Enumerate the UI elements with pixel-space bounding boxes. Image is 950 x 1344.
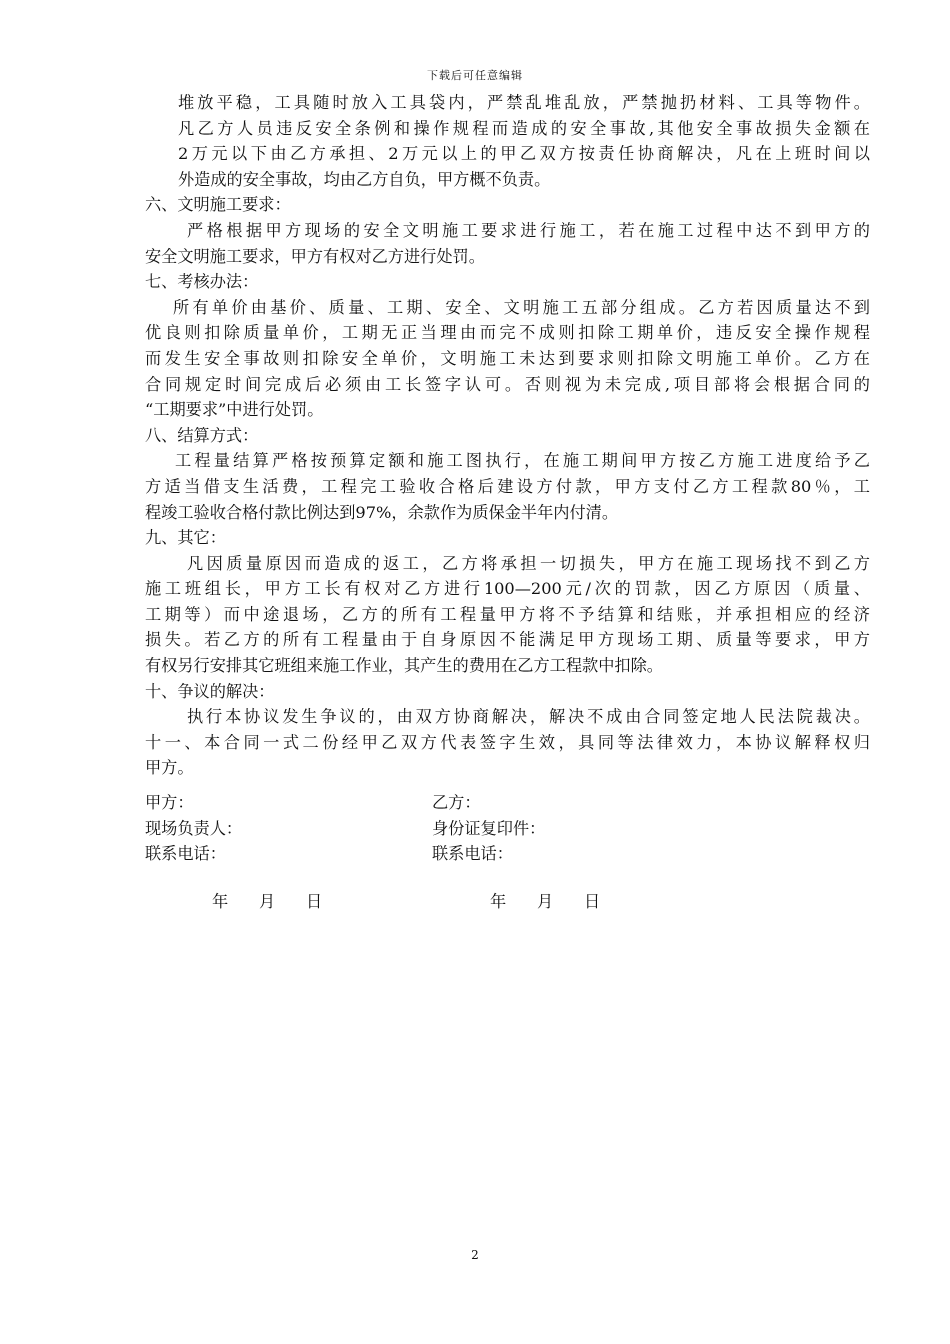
body-line: 工期等）而中途退场，乙方的所有工程量甲方将不予结算和结账，并承担相应的经济 [145,604,870,624]
body-line: 有权另行安排其它班组来施工作业，其产生的费用在乙方工程款中扣除。 [145,656,663,676]
body-line: 所有单价由基价、质量、工期、安全、文明施工五部分组成。乙方若因质量达不到 [173,297,870,317]
date-a [212,888,353,912]
year-label: 年 [490,892,507,911]
body-line: 合同规定时间完成后必须由工长签字认可。否则视为未完成,项目部将会根据合同的 [145,374,870,394]
phone-a-label: 联系电话： [145,844,226,864]
body-line: 损失。若乙方的所有工程量由于自身原因不能满足甲方现场工期、质量等要求，甲方 [145,630,870,650]
signature-block [145,790,870,867]
month-label: 月 [259,892,276,911]
body-line: 外造成的安全事故，均由乙方自负，甲方概不负责。 [178,169,551,189]
body-line: 凡因质量原因而造成的返工，乙方将承担一切损失，甲方在施工现场找不到乙方 [187,553,870,573]
body-line: 十、争议的解决： [145,681,275,701]
day-label: 日 [584,892,601,911]
body-line: 凡乙方人员违反安全条例和操作规程而造成的安全事故,其他安全事故损失金额在 [178,118,870,138]
body-line: 十一、本合同一式二份经甲乙双方代表签字生效，具同等法律效力，本协议解释权归 [145,732,870,752]
body-line: 六、文明施工要求： [145,195,291,215]
page-header: 下载后可任意编辑 [427,69,523,82]
body-line: “工期要求”中进行处罚。 [145,400,324,420]
body-line: 执行本协议发生争议的，由双方协商解决，解决不成由合同签定地人民法院裁决。 [187,707,870,727]
body-line: 堆放平稳，工具随时放入工具袋内，严禁乱堆乱放，严禁抛扔材料、工具等物件。 [178,93,870,112]
body-line: 九、其它： [145,528,226,548]
body-line: 工程量结算严格按预算定额和施工图执行，在施工期间甲方按乙方施工进度给予乙 [175,451,870,471]
party-a-label: 甲方： [145,793,194,812]
page-number: 2 [471,1248,479,1262]
body-line: 2万元以下由乙方承担、2万元以上的甲乙双方按责任协商解决，凡在上班时间以 [178,144,870,164]
year-label: 年 [212,892,229,911]
contract-body [145,90,870,781]
month-label: 月 [537,892,554,911]
body-line: 七、考核办法： [145,272,259,292]
body-line: 甲方。 [145,758,194,778]
body-line: 八、结算方式： [145,425,259,445]
day-label: 日 [306,892,323,911]
phone-b-label: 联系电话： [432,844,513,864]
body-line: 严格根据甲方现场的安全文明施工要求进行施工，若在施工过程中达不到甲方的 [187,220,870,240]
body-line: 安全文明施工要求，甲方有权对乙方进行处罚。 [145,246,485,266]
id-copy-label: 身份证复印件： [432,818,546,838]
body-line: 优良则扣除质量单价，工期无正当理由而完不成则扣除工期单价，违反安全操作规程 [145,323,870,343]
body-line: 而发生安全事故则扣除安全单价，文明施工未达到要求则扣除文明施工单价。乙方在 [145,348,870,368]
body-line: 程竣工验收合格付款比例达到97%，余款作为质保金半年内付清。 [145,502,619,522]
date-b [490,888,631,912]
body-line: 施工班组长，甲方工长有权对乙方进行100—200元/次的罚款，因乙方原因（质量、 [145,579,870,599]
party-b-label: 乙方： [432,793,481,812]
body-line: 方适当借支生活费，工程完工验收合格后建设方付款，甲方支付乙方工程款80％，工 [145,476,870,496]
site-manager-label: 现场负责人： [145,818,243,838]
